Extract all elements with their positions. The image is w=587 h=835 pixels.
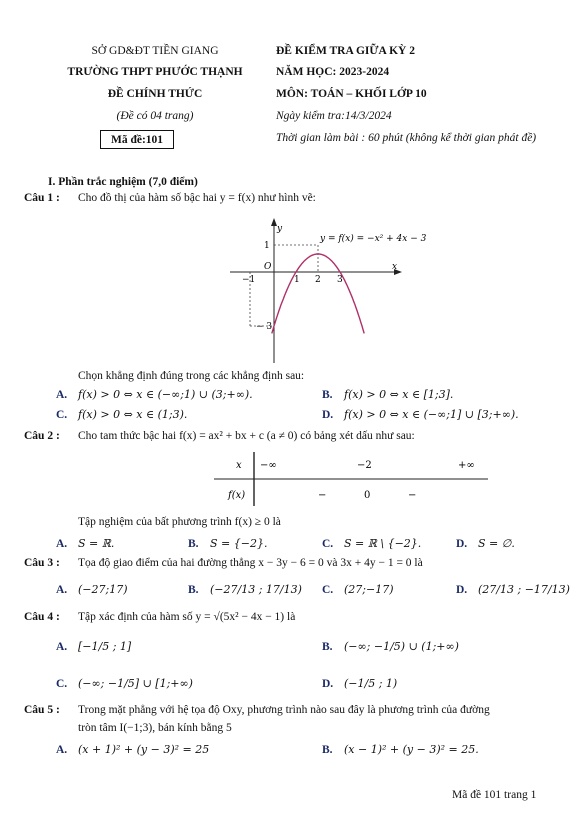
q5-option-b[interactable]: B. (x − 1)² + (y − 3)² = 25.	[322, 743, 479, 756]
q3-label: Câu 3 :	[24, 557, 60, 569]
q3-option-d[interactable]: D. (27/13 ; −17/13)	[456, 583, 570, 596]
exam-title: ĐỀ KIỂM TRA GIỮA KỲ 2	[276, 45, 415, 57]
tick-x-3: 3	[337, 275, 343, 285]
tick-x-2: 2	[315, 275, 321, 285]
q1-prompt: Chọn khẳng định đúng trong các khẳng định sau:	[78, 370, 305, 382]
school-name: TRƯỜNG THPT PHƯỚC THẠNH	[67, 66, 243, 78]
function-label: y = f(x) = −x² + 4x − 3	[320, 234, 427, 244]
q1-label: Câu 1 :	[24, 192, 60, 204]
q1-option-b[interactable]: B. f(x) > 0 ⇔ x ∈ [1;3].	[322, 388, 454, 401]
official-label: ĐỀ CHÍNH THỨC	[107, 88, 203, 100]
exam-duration: Thời gian làm bài : 60 phút (không kể thời gian phát đề)	[276, 132, 537, 144]
tick-x-neg1: −1	[242, 275, 256, 285]
school-year: NĂM HỌC: 2023-2024	[276, 66, 390, 78]
q3-option-c[interactable]: C. (27;−17)	[322, 583, 394, 596]
q4-option-d[interactable]: D. (−1/5 ; 1)	[322, 677, 398, 690]
q2-option-b[interactable]: B. S = {−2}.	[188, 537, 268, 550]
sign-table-neg-inf: −∞	[260, 460, 277, 471]
q3-text: Tọa độ giao điểm của hai đường thẳng x − 3y − 6 = 0 và 3x + 4y − 1 = 0 là	[78, 557, 423, 569]
q2-text: Cho tam thức bậc hai f(x) = ax² + bx + c (a ≠ 0) có bảng xét dấu như sau:	[78, 430, 415, 442]
q1-text: Cho đồ thị của hàm số bậc hai y = f(x) như hình vẽ:	[78, 192, 316, 204]
tick-y-1: 1	[264, 241, 270, 251]
q4-text: Tập xác định của hàm số y = √(5x² − 4x − 1) là	[78, 611, 296, 623]
q1-option-c[interactable]: C. f(x) > 0 ⇔ x ∈ (1;3).	[56, 408, 188, 421]
q2-option-d[interactable]: D. S = ∅.	[456, 537, 515, 550]
x-axis-label: x	[392, 262, 398, 272]
sign-table-right-sign: −	[408, 490, 417, 501]
origin-label: O	[264, 262, 272, 272]
q3-option-b[interactable]: B. (−27/13 ; 17/13)	[188, 583, 302, 596]
sign-table-root: −2	[357, 460, 372, 471]
q4-option-c[interactable]: C. (−∞; −1/5] ∪ [1;+∞)	[56, 677, 193, 690]
tick-x-1: 1	[294, 275, 300, 285]
page-footer: Mã đề 101 trang 1	[452, 789, 537, 801]
q1-option-d[interactable]: D. f(x) > 0 ⇔ x ∈ (−∞;1] ∪ [3;+∞).	[322, 408, 519, 421]
q1-option-a[interactable]: A. f(x) > 0 ⇔ x ∈ (−∞;1) ∪ (3;+∞).	[56, 388, 253, 401]
q4-label: Câu 4 :	[24, 611, 60, 623]
exam-date: Ngày kiểm tra:14/3/2024	[276, 110, 392, 122]
sign-table-fx-header: f(x)	[228, 490, 246, 501]
q2-option-a[interactable]: A. S = ℝ.	[56, 537, 115, 550]
q2-option-c[interactable]: C. S = ℝ \ {−2}.	[322, 537, 422, 550]
section-title: I. Phần trắc nghiệm (7,0 điểm)	[48, 176, 198, 188]
sign-table-left-sign: −	[318, 490, 327, 501]
department-name: SỞ GD&ĐT TIỀN GIANG	[91, 45, 219, 57]
pages-note: (Đề có 04 trang)	[116, 110, 194, 122]
q4-option-a[interactable]: A. [−1/5 ; 1]	[56, 640, 132, 653]
q4-option-b[interactable]: B. (−∞; −1/5) ∪ (1;+∞)	[322, 640, 459, 653]
q2-sign-table	[214, 452, 490, 508]
tick-y-neg3: − 3	[256, 322, 273, 332]
q5-text-line1: Trong mặt phẳng với hệ tọa độ Oxy, phương trình nào sau đây là phương trình của đường	[78, 704, 490, 716]
q5-text-line2: tròn tâm I(−1;3), bán kính bằng 5	[78, 722, 232, 734]
subject-line: MÔN: TOÁN – KHỐI LỚP 10	[276, 88, 427, 100]
q5-label: Câu 5 :	[24, 704, 60, 716]
sign-table-zero: 0	[364, 490, 371, 501]
y-axis-label: y	[277, 224, 283, 234]
q5-option-a[interactable]: A. (x + 1)² + (y − 3)² = 25	[56, 743, 210, 756]
sign-table-pos-inf: +∞	[458, 460, 475, 471]
q3-option-a[interactable]: A. (−27;17)	[56, 583, 128, 596]
q2-label: Câu 2 :	[24, 430, 60, 442]
exam-code-box: Mã đề:101	[100, 130, 174, 149]
q2-prompt: Tập nghiệm của bất phương trình f(x) ≥ 0 là	[78, 516, 281, 528]
sign-table-x-header: x	[236, 460, 242, 471]
q1-parabola-graph	[230, 215, 427, 365]
